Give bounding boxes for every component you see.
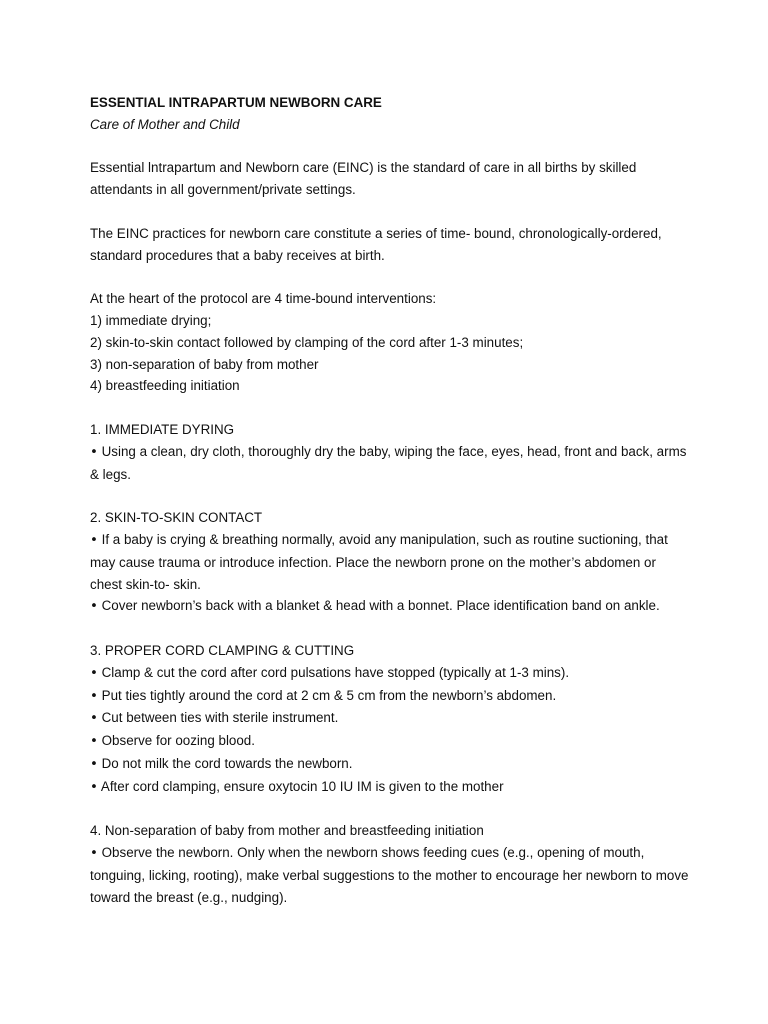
document-title: ESSENTIAL INTRAPARTUM NEWBORN CARE: [90, 95, 382, 110]
bullet-text: Put ties tightly around the cord at 2 cm & 5 cm from the newborn’s abdomen.: [101, 687, 557, 703]
bullet-item: [90, 753, 690, 776]
intro-paragraph: Essential lntrapartum and Newborn care (EINC) is the standard of care in all births by skilled attendants in all government/private settings.: [90, 160, 637, 198]
intervention-item: 3) non-separation of baby from mother: [90, 356, 319, 372]
bullet-icon: •: [90, 779, 98, 795]
bullet-item: [90, 441, 690, 486]
intro-paragraph: The EINC practices for newborn care constitute a series of time- bound, chronologically-ordered, standard procedures that a baby receives at birth.: [90, 225, 662, 263]
section-immediate-drying: [90, 419, 690, 485]
bullet-icon: •: [90, 711, 98, 727]
bullet-text: Do not milk the cord towards the newborn.: [101, 755, 353, 771]
bullet-item: [90, 662, 690, 685]
section-heading: 3. PROPER CORD CLAMPING & CUTTING: [90, 642, 355, 658]
bullet-item: [90, 595, 690, 618]
bullet-item: [90, 730, 690, 753]
bullet-icon: •: [90, 444, 98, 460]
intervention-item: 4) breastfeeding initiation: [90, 378, 240, 394]
bullet-text: Cover newborn’s back with a blanket & head with a bonnet. Place identification band on ankle.: [101, 598, 660, 614]
interventions-list: [90, 288, 690, 397]
section-heading: 2. SKIN-TO-SKIN CONTACT: [90, 510, 263, 526]
bullet-text: If a baby is crying & breathing normally, avoid any manipulation, such as routine suctioning, that may cause trauma or introduce infection. Place the newborn prone on the mother’s abdomen or chest skin-to- skin.: [90, 531, 668, 592]
intervention-item: 1) immediate drying;: [90, 312, 212, 328]
section-skin-to-skin: [90, 507, 690, 618]
bullet-text: Observe for oozing blood.: [101, 733, 255, 749]
bullet-text: Cut between ties with sterile instrument.: [101, 710, 339, 726]
section-cord-clamping: [90, 640, 690, 799]
bullet-text: Clamp & cut the cord after cord pulsations have stopped (typically at 1-3 mins).: [101, 664, 570, 680]
bullet-icon: •: [90, 665, 98, 681]
section-heading: 4. Non-separation of baby from mother and breastfeeding initiation: [90, 823, 484, 839]
bullet-text: Using a clean, dry cloth, thoroughly dry the baby, wiping the face, eyes, head, front and back, arms & legs.: [90, 443, 687, 482]
interventions-lead: At the heart of the protocol are 4 time-bound interventions:: [90, 291, 437, 307]
bullet-icon: •: [90, 532, 98, 548]
section-heading: 1. IMMEDIATE DYRING: [90, 421, 235, 437]
bullet-icon: •: [90, 756, 98, 772]
bullet-icon: •: [90, 599, 98, 615]
section-non-separation: [90, 820, 690, 908]
bullet-icon: •: [90, 734, 98, 750]
bullet-icon: •: [90, 688, 98, 704]
bullet-icon: •: [90, 846, 98, 862]
bullet-text: Observe the newborn. Only when the newborn shows feeding cues (e.g., opening of mouth, tonguing, licking, rooting), make verbal suggestions to the mother to encourage her newborn to move toward the breast (e.g., nudging).: [90, 845, 689, 905]
bullet-item: [90, 776, 690, 799]
document-subtitle: Care of Mother and Child: [90, 116, 240, 132]
bullet-item: [90, 707, 690, 730]
document-page: [90, 92, 690, 930]
intervention-item: 2) skin-to-skin contact followed by clamping of the cord after 1-3 minutes;: [90, 334, 524, 350]
bullet-item: [90, 685, 690, 708]
bullet-item: [90, 842, 690, 908]
bullet-text: After cord clamping, ensure oxytocin 10 IU IM is given to the mother: [100, 778, 504, 794]
bullet-item: [90, 529, 690, 595]
